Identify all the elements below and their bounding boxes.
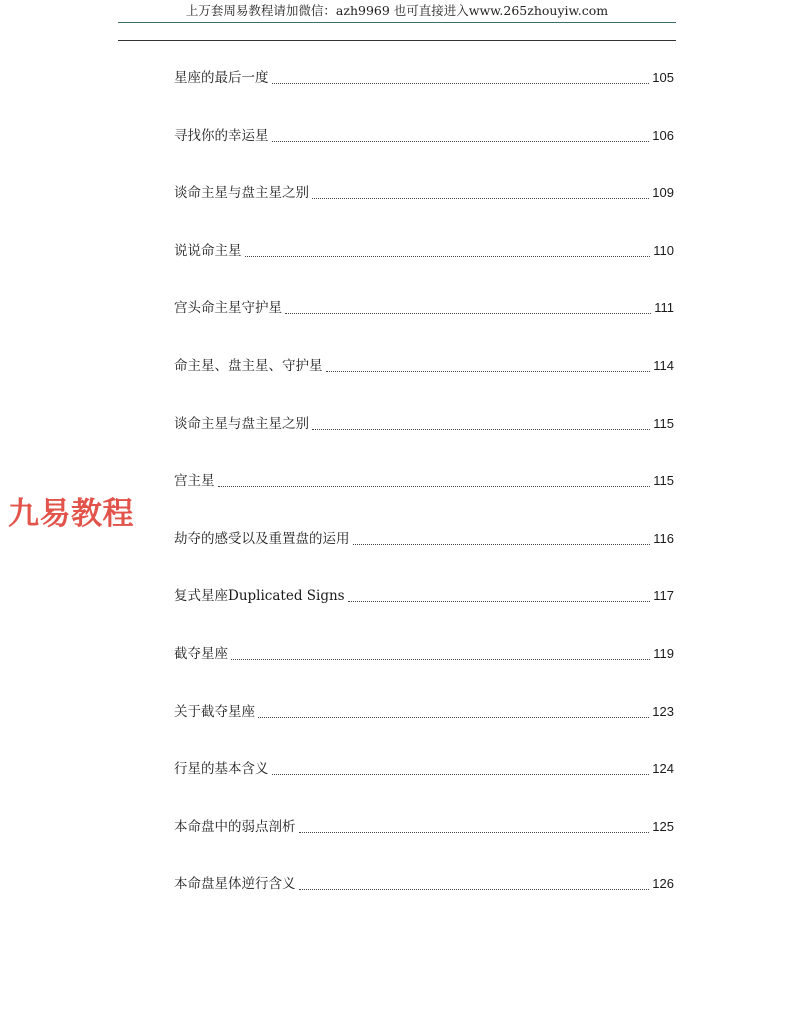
toc-entry[interactable]	[174, 815, 674, 839]
toc-dot-leader	[272, 773, 650, 775]
toc-entry-page-number: 123	[652, 703, 674, 719]
toc-entry-page-number: 119	[653, 645, 674, 661]
toc-entry[interactable]	[174, 642, 674, 666]
toc-entry-title: 寻找你的幸运星	[174, 127, 269, 144]
watermark-logo: 九易教程	[8, 496, 134, 532]
toc-entry-title: 宫头命主星守护星	[174, 300, 282, 317]
toc-dot-leader	[272, 140, 650, 142]
toc-entry-title: 命主星、盘主星、守护星	[174, 357, 323, 374]
toc-entry-page-number: 116	[653, 530, 674, 546]
toc-entry[interactable]	[174, 757, 674, 781]
toc-entry[interactable]	[174, 354, 674, 378]
toc-dot-leader	[312, 197, 649, 199]
toc-entry-page-number: 109	[652, 185, 674, 201]
header-divider	[118, 22, 676, 23]
toc-entry-page-number: 115	[653, 473, 674, 489]
toc-entry-title: 宫主星	[174, 473, 215, 490]
toc-dot-leader	[326, 370, 651, 372]
toc-dot-leader	[231, 658, 650, 660]
header-rule	[118, 40, 676, 41]
toc-entry[interactable]	[174, 296, 674, 320]
toc-dot-leader	[348, 600, 651, 602]
toc-entry[interactable]	[174, 584, 674, 608]
toc-entry[interactable]	[174, 239, 674, 263]
toc-entry-page-number: 114	[653, 357, 674, 373]
toc-entry-title: 本命盘中的弱点剖析	[174, 818, 296, 835]
toc-dot-leader	[218, 485, 651, 487]
toc-entry-page-number: 117	[653, 588, 674, 604]
toc-entry-page-number: 126	[652, 876, 674, 892]
toc-entry-title: 星座的最后一度	[174, 70, 269, 86]
toc-entry-title: 说说命主星	[174, 242, 242, 259]
toc-entry[interactable]	[174, 469, 674, 493]
toc-entry-title: 劫夺的感受以及重置盘的运用	[174, 530, 350, 547]
toc-entry[interactable]	[174, 872, 674, 896]
toc-dot-leader	[245, 255, 651, 257]
toc-entry[interactable]	[174, 181, 674, 205]
toc-entry[interactable]	[174, 527, 674, 551]
toc-entry-page-number: 115	[653, 415, 674, 431]
toc-entry-page-number: 124	[652, 761, 674, 777]
toc-dot-leader	[272, 82, 650, 84]
toc-dot-leader	[285, 312, 651, 314]
toc-entry-title: 关于截夺星座	[174, 703, 255, 720]
toc-dot-leader	[353, 543, 651, 545]
toc-entry-page-number: 111	[654, 300, 674, 316]
toc-dot-leader	[299, 831, 650, 833]
toc-entry-title: 复式星座Duplicated Signs	[174, 588, 345, 605]
toc-dot-leader	[299, 888, 650, 890]
toc-entry[interactable]	[174, 700, 674, 724]
toc-entry-title: 行星的基本含义	[174, 761, 269, 778]
toc-entry[interactable]	[174, 66, 674, 90]
toc-entry-title: 截夺星座	[174, 645, 228, 662]
page-header: 上万套周易教程请加微信：azh9969 也可直接进入www.265zhouyiw.com	[185, 3, 609, 18]
toc-entry-page-number: 105	[652, 70, 674, 85]
toc-entry-page-number: 110	[653, 242, 674, 258]
toc-entry-title: 本命盘星体逆行含义	[174, 876, 296, 893]
toc-entry-title: 谈命主星与盘主星之别	[174, 185, 309, 202]
toc-dot-leader	[312, 428, 650, 430]
toc-entry[interactable]	[174, 124, 674, 148]
toc-entry[interactable]	[174, 412, 674, 436]
toc-dot-leader	[258, 716, 649, 718]
table-of-contents	[174, 66, 674, 930]
toc-entry-page-number: 125	[652, 818, 674, 834]
toc-entry-title: 谈命主星与盘主星之别	[174, 415, 309, 432]
toc-entry-page-number: 106	[652, 127, 674, 143]
